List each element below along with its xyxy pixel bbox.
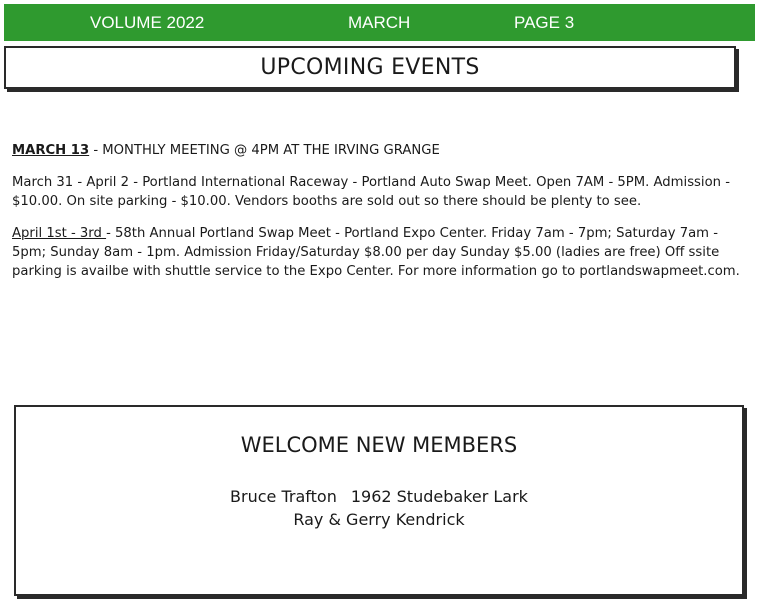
member-entry <box>16 485 742 508</box>
event-date: March 31 - April 2 <box>12 175 130 190</box>
event-item <box>12 141 750 160</box>
upcoming-events-title-box <box>4 46 736 89</box>
welcome-new-members-box <box>14 405 744 596</box>
event-date: April 1st - 3rd <box>12 226 107 241</box>
welcome-heading: WELCOME NEW MEMBERS <box>240 433 518 457</box>
event-description: - 58th Annual Portland Swap Meet - Portland Expo Center. Friday 7am - 7pm; Saturday 7am - 5pm; Sunday 8am - 1pm. Admission Friday/Saturday $8.00 per day Sunday $5.00 (ladies are free) Off ssite parking is availbe with shuttle service to the Expo Center. For more information go to portlandswapmeet.com. <box>12 226 740 279</box>
member-name: Ray & Gerry Kendrick <box>293 510 465 529</box>
event-date: MARCH 13 <box>12 143 90 158</box>
member-name: Bruce Trafton <box>230 487 337 506</box>
page-number-label: PAGE 3 <box>514 13 575 32</box>
event-item <box>12 173 750 211</box>
member-vehicle: 1962 Studebaker Lark <box>350 487 528 506</box>
event-description: - Portland International Raceway - Portland Auto Swap Meet. Open 7AM - 5PM. Admission - $10.00. On site parking - $10.00. Vendors booths are sold out so there should be plenty to see. <box>12 175 730 209</box>
newsletter-header-bar <box>4 4 755 41</box>
month-label: MARCH <box>348 13 411 32</box>
volume-label: VOLUME 2022 <box>90 13 205 32</box>
member-entry <box>16 508 742 531</box>
event-description: - MONTHLY MEETING @ 4PM AT THE IRVING GRANGE <box>89 143 440 158</box>
members-list <box>16 485 742 531</box>
upcoming-events-heading: UPCOMING EVENTS <box>260 55 480 80</box>
event-item <box>12 224 750 281</box>
events-list <box>12 141 750 294</box>
